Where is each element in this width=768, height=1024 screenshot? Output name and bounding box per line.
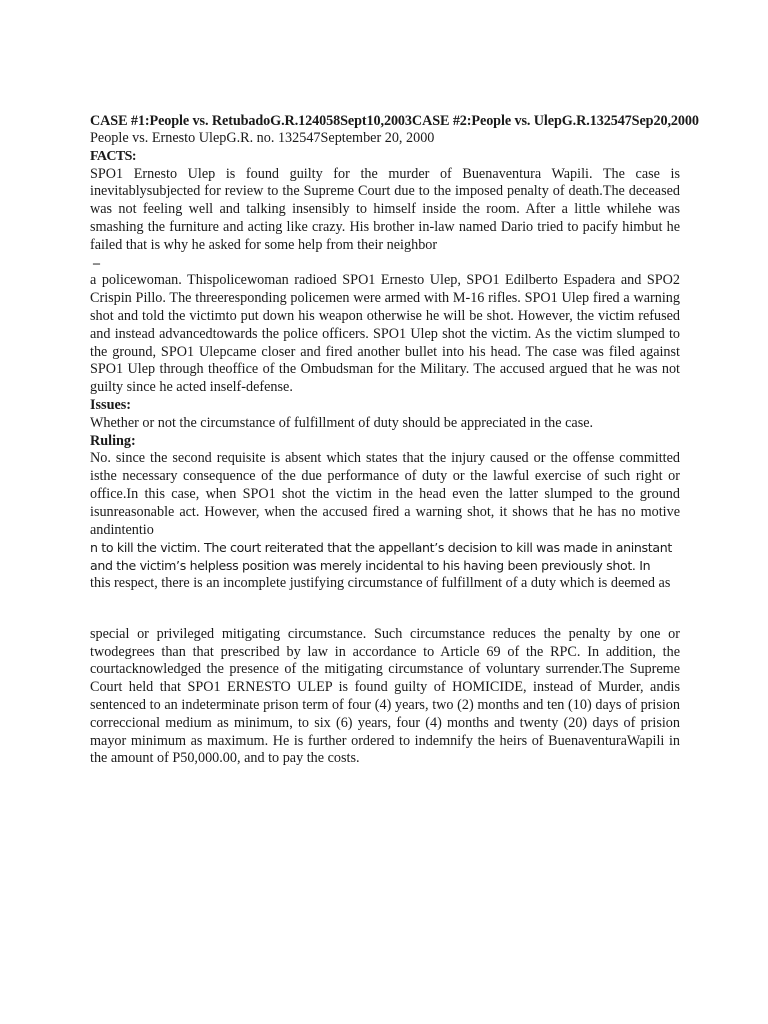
ruling-paragraph-3: special or privileged mitigating circumstance. Such circumstance reduces the penalty by one or twodegrees than that prescribed by law in accordance to Article 69 of the RPC. In addition, the courtacknowledged the presence of the mitigating circumstance of voluntary surrender.The Supreme Court held that SPO1 ERNESTO ULEP is found guilty of HOMICIDE, instead of Murder, andis sentenced to an indeterminate prison term of four (4) years, two (2) months and ten (10) days of prision correccional medium as minimum, to six (6) years, four (4) months and twenty (20) days of prision mayor minimum as maximum. He is further ordered to indemnify the heirs of BuenaventuraWapili in the amount of P50,000.00, and to pay the costs. (90, 625, 680, 767)
ruling-label: Ruling: (90, 432, 136, 449)
case-subheading: People vs. Ernesto UlepG.R. no. 132547September 20, 2000 (90, 130, 435, 146)
ruling-paragraph-1: No. since the second requisite is absent which states that the injury caused or the offense committed isthe necessary consequence of the due performance of duty or the lawful exercise of such right or office.In this case, when SPO1 shot the victim in the head even the latter slumped to the ground isunreasonable act. However, when the accused fired a warning shot, it shows that he has no motive andintentio (90, 450, 680, 538)
issues-label: Issues: (90, 396, 131, 413)
paragraph-gap (90, 593, 680, 626)
ruling-sans-line-2: and the victim’s helpless position was merely incidental to his having been previously shot. In (90, 558, 651, 574)
facts-paragraph-1: SPO1 Ernesto Ulep is found guilty for the murder of Buenaventura Wapili. The case is inevitablysubjected for review to the Supreme Court due to the imposed penalty of death.The deceased was not feeling well and talking insensibly to himself inside the room. After a little whilehe was smashing the furniture and acting like crazy. His brother in-law named Dario tried to pacify himbut he failed that is why he asked for some help from their neighbor (90, 165, 680, 253)
ruling-paragraph-2: this respect, there is an incomplete justifying circumstance of fulfillment of a duty which is deemed as (90, 574, 671, 591)
ruling-sans-line-1: n to kill the victim. The court reiterated that the appellant’s decision to kill was made in aninstant (90, 540, 672, 556)
case-heading: CASE #1:People vs. RetubadoG.R.124058Sept10,2003CASE #2:People vs. UlepG.R.132547Sep20,2000 (90, 113, 699, 129)
facts-label: FACTS: (90, 148, 136, 164)
facts-paragraph-2: a policewoman. Thispolicewoman radioed SPO1 Ernesto Ulep, SPO1 Edilberto Espadera and SPO2 Crispin Pillo. The threeresponding policemen were armed with M-16 rifles. SPO1 Ulep fired a warning shot and told the victimto put down his weapon otherwise he will be shot. However, the victim refused and instead advancedtowards the police officers. SPO1 Ulep shot the victim. As the victim slumped to the ground, SPO1 Ulepcame closer and fired another bullet into his head. The case was filed against SPO1 Ulep through theoffice of the Ombudsman for the Military. The accused argued that he was not guilty since he acted inself-defense. (90, 272, 680, 396)
dash-separator: – (93, 255, 100, 271)
issues-text: Whether or not the circumstance of fulfillment of duty should be appreciated in the case. (90, 414, 594, 431)
document-body (90, 112, 699, 768)
